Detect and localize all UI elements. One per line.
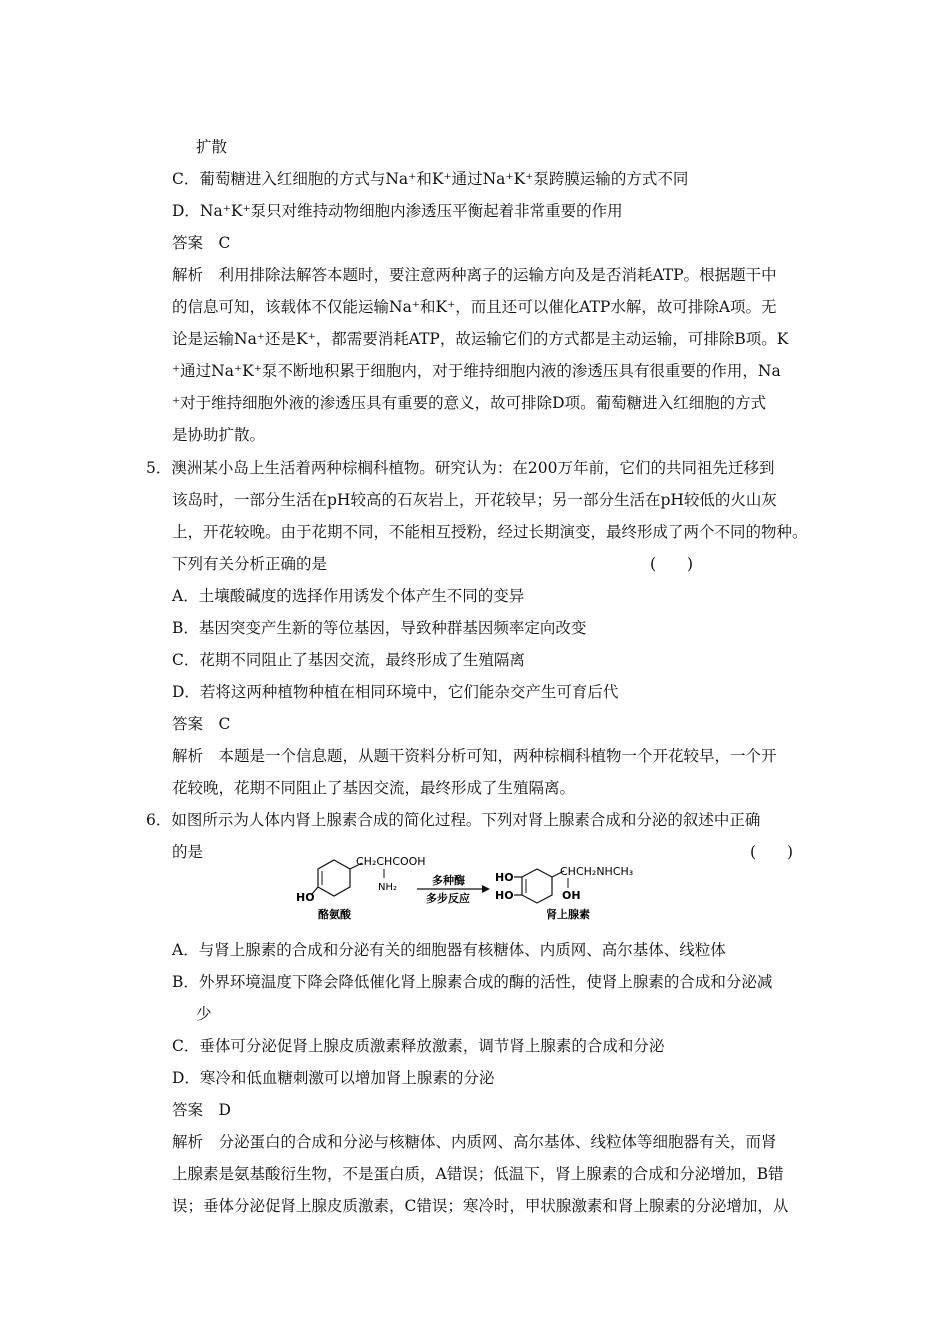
answer-blank: ( ) [750,843,794,861]
answer-blank: ( ) [650,555,694,573]
tyrosine-hydroxyl: HO [296,891,315,904]
text-line: 扩散 [196,138,228,156]
epinephrine-oh: OH [562,889,581,902]
question-5-stem: 下列有关分析正确的是 [172,555,328,573]
epinephrine-hydroxyl-1: HO [495,871,514,884]
epinephrine-hydroxyl-2: HO [495,889,514,902]
epinephrine-sidechain: CHCH₂NHCH₃ [560,865,634,878]
explanation-line: 解析 分泌蛋白的合成和分泌与核糖体、内质网、高尔基体、线粒体等细胞器有关，而肾 [172,1133,777,1151]
option-b-line: 少 [196,1005,212,1023]
benzene-ring-left [318,860,350,896]
option-d-line: D．寒冷和低血糖刺激可以增加肾上腺素的分泌 [172,1069,495,1087]
option-a-line: A．土壤酸碱度的选择作用诱发个体产生不同的变异 [172,587,525,605]
explanation-line: 解析 利用排除法解答本题时，要注意两种离子的运输方向及是否消耗ATP。根据题干中 [172,266,777,284]
option-c-line: C．垂体可分泌促肾上腺皮质激素释放激素，调节肾上腺素的合成和分泌 [172,1037,665,1055]
option-d-line: D．若将这两种植物种植在相同环境中，它们能杂交产生可育后代 [172,683,619,701]
arrow-bottom-label: 多步反应 [426,892,470,905]
epinephrine-synthesis-diagram [292,856,662,924]
option-d-line: D．Na⁺K⁺泵只对维持动物细胞内渗透压平衡起着非常重要的作用 [172,202,623,220]
tyrosine-amine: NH₂ [378,882,398,893]
question-6-stem: 的是 [172,843,204,861]
answer-line: 答案 C [172,234,231,252]
explanation-line: ⁺对于维持细胞外液的渗透压具有重要的意义，故可排除D项。葡萄糖进入红细胞的方式 [172,394,767,412]
tyrosine-label: 酪氨酸 [318,908,351,921]
question-5-stem: 上，开花较晚。由于花期不同，不能相互授粉，经过长期演变，最终形成了两个不同的物种。 [172,523,808,541]
option-a-line: A．与肾上腺素的合成和分泌有关的细胞器有核糖体、内质网、高尔基体、线粒体 [172,941,726,959]
explanation-line: 论是运输Na⁺还是K⁺，都需要消耗ATP，故运输它们的方式都是主动运输，可排除B项。K [172,330,789,348]
arrow-top-label: 多种酶 [432,874,465,887]
answer-line: 答案 D [172,1101,231,1119]
explanation-line: 上腺素是氨基酸衍生物，不是蛋白质，A错误；低温下，肾上腺素的合成和分泌增加，B错 [172,1165,784,1183]
epinephrine-label: 肾上腺素 [546,908,590,921]
option-b-line: B．基因突变产生新的等位基因，导致种群基因频率定向改变 [172,619,587,637]
explanation-line: 解析 本题是一个信息题，从题干资料分析可知，两种棕榈科植物一个开花较早，一个开 [172,747,777,765]
tyrosine-sidechain: CH₂CHCOOH [356,856,426,868]
answer-line: 答案 C [172,715,231,733]
explanation-line: 是协助扩散。 [172,426,266,444]
explanation-line: 误；垂体分泌促肾上腺皮质激素，C错误；寒冷时，甲状腺激素和肾上腺素的分泌增加，从 [172,1197,789,1215]
question-5-stem: 5．澳洲某小岛上生活着两种棕榈科植物。研究认为：在200万年前，它们的共同祖先迁移到 [146,459,775,477]
option-c-line: C．葡萄糖进入红细胞的方式与Na⁺和K⁺通过Na⁺K⁺泵跨膜运输的方式不同 [172,170,689,188]
option-c-line: C．花期不同阻止了基因交流，最终形成了生殖隔离 [172,651,525,669]
arrow-head-icon [482,885,490,893]
question-5-stem: 该岛时，一部分生活在pH较高的石灰岩上，开花较早；另一部分生活在pH较低的火山灰 [172,491,777,509]
question-6-stem: 6．如图所示为人体内肾上腺素合成的简化过程。下列对肾上腺素合成和分泌的叙述中正确 [146,811,761,829]
explanation-line: 的信息可知，该载体不仅能运输Na⁺和K⁺，而且还可以催化ATP水解，故可排除A项。无 [172,298,777,316]
option-b-line: B．外界环境温度下降会降低催化肾上腺素合成的酶的活性，使肾上腺素的合成和分泌减 [172,973,773,991]
explanation-line: ⁺通过Na⁺K⁺泵不断地积累于细胞内，对于维持细胞内液的渗透压具有很重要的作用，Na [172,362,781,380]
explanation-line: 花较晚，花期不同阻止了基因交流，最终形成了生殖隔离。 [172,779,576,797]
